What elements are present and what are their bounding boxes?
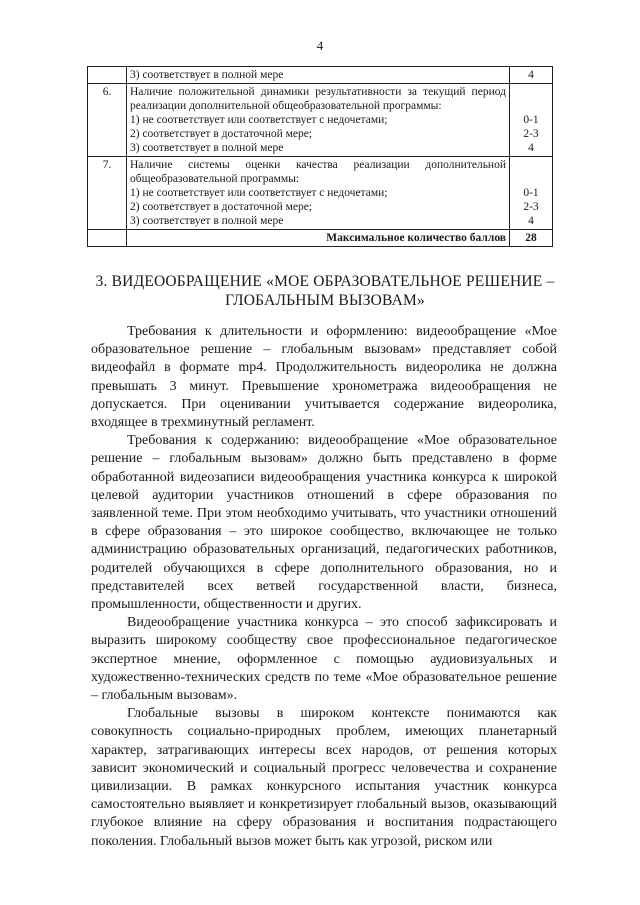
score-value	[513, 158, 549, 186]
score-value	[513, 85, 549, 113]
criterion-line: 2) соответствует в достаточной мере;	[130, 201, 313, 213]
table-row	[88, 67, 553, 84]
score-value: 4	[528, 215, 534, 227]
criterion-score	[510, 84, 553, 157]
paragraph-global-challenges: Глобальные вызовы в широком контексте понимаются как совокупность социально-природных проблем, имеющих планетарный характер, затрагивающих интересы всех народов, от решения которых зависит экономический и социальный прогресс человечества и сохранение цивилизации. В рамках конкурсного испытания участник конкурса самостоятельно выявляет и конкретизирует глобальный вызов, оказывающий глубокое влияние на сферу образования и воспитания подрастающего поколения. Глобальный вызов может быть как угрозой, риском или	[91, 706, 557, 849]
criteria-table	[87, 66, 553, 247]
total-empty-cell	[88, 230, 127, 247]
score-value: 2-3	[523, 201, 539, 213]
criterion-line: 3) соответствует в полной мере	[130, 215, 284, 227]
table-row	[88, 84, 553, 157]
total-label: Максимальное количество баллов	[127, 230, 510, 247]
score-value: 0-1	[523, 114, 539, 126]
body-text	[91, 323, 557, 851]
section-title-line-2: ГЛОБАЛЬНЫМ ВЫЗОВАМ»	[225, 292, 425, 309]
paragraph-duration-requirements: Требования к длительности и оформлению: видеообращение «Мое образовательное решение – глобальным вызовам» представляет собой видеофайл в формате mp4. Продолжительность видеоролика не должна превышать 3 минут. Превышение хронометража видеообращения не допускается. При оценивании учитывается содержание видеоролика, входящее в трехминутный регламент.	[91, 324, 557, 431]
criterion-description	[127, 84, 510, 157]
paragraph-video-definition: Видеообращение участника конкурса – это способ зафиксировать и выразить широкому сообществу свое профессиональное педагогическое экспертное мнение, оформленное с помощью аудиовизуальных и художественно-технических средств по теме «Мое образовательное решение – глобальным вызовам».	[91, 615, 557, 704]
score-value: 2-3	[523, 128, 539, 140]
criterion-line: Наличие системы оценки качества реализации дополнительной общеобразовательной программы:	[130, 159, 506, 185]
score-value: 4	[528, 142, 534, 154]
criterion-score	[510, 157, 553, 230]
criterion-line: 2) соответствует в достаточной мере;	[130, 128, 313, 140]
criterion-line: 1) не соответствует или соответствует с недочетами;	[130, 187, 388, 199]
page-number: 4	[316, 38, 324, 53]
criterion-line: 3) соответствует в полной мере	[130, 69, 284, 81]
criterion-number	[88, 67, 127, 84]
table-row	[88, 157, 553, 230]
criterion-description	[127, 67, 510, 84]
total-row	[88, 230, 553, 247]
criterion-line: 3) соответствует в полной мере	[130, 142, 284, 154]
criterion-line: 1) не соответствует или соответствует с недочетами;	[130, 114, 388, 126]
criterion-description	[127, 157, 510, 230]
criterion-number: 6.	[88, 84, 127, 157]
score-value: 0-1	[523, 187, 539, 199]
criterion-number: 7.	[88, 157, 127, 230]
paragraph-content-requirements: Требования к содержанию: видеообращение «Мое образовательное решение – глобальным вызовам» должно быть представлено в форме обработанной видеозаписи видеообращения участника конкурса к широкой целевой аудитории участников отношений в сфере образования по заявленной теме. При этом необходимо учитывать, что участники отношений в сфере образования – это широкое сообщество, включающее не только администрацию образовательных организаций, педагогических работников, родителей обучающихся в сфере дополнительного образования, но и представителей всех ветвей государственной власти, бизнеса, промышленности, общественности и других.	[91, 433, 557, 613]
section-title	[95, 272, 555, 310]
criterion-line: Наличие положительной динамики результативности за текущий период реализации дополнительной общеобразовательной программы:	[130, 86, 506, 112]
score-value: 4	[528, 69, 534, 81]
total-score: 28	[510, 230, 553, 247]
section-title-line-1: 3. ВИДЕООБРАЩЕНИЕ «МОЕ ОБРАЗОВАТЕЛЬНОЕ РЕШЕНИЕ –	[95, 273, 555, 290]
criterion-score	[510, 67, 553, 84]
